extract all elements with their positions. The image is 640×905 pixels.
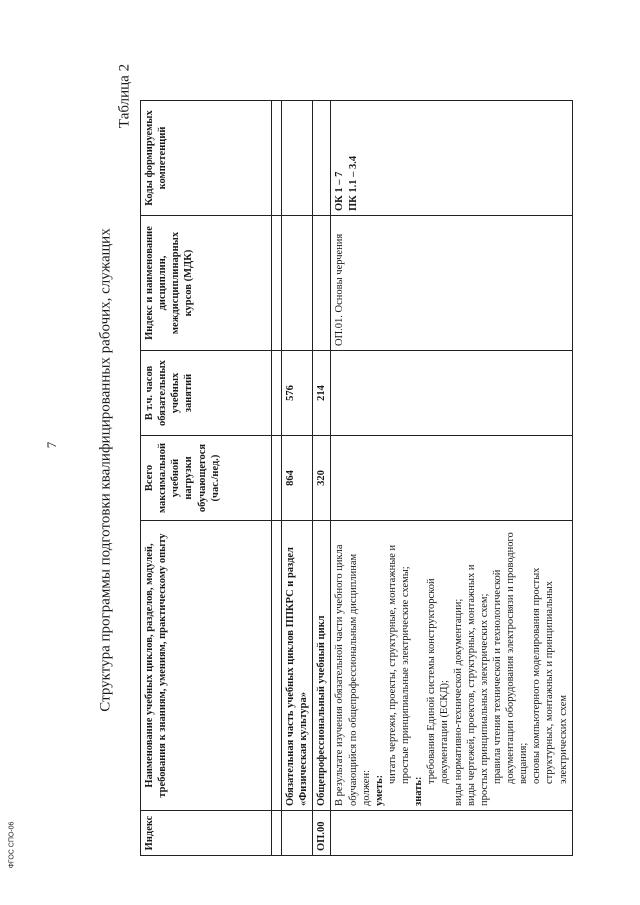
codes-ok: ОК 1 – 7 xyxy=(334,171,346,211)
page-number: 7 xyxy=(44,441,59,449)
cell-total: 864 xyxy=(282,436,313,521)
structure-table xyxy=(140,100,573,856)
structure-table-wrapper xyxy=(140,101,590,856)
cell-mdk: ОП.01. Основы черчения xyxy=(331,216,572,351)
umet-label: уметь: xyxy=(373,774,385,806)
header-total: Всего максимальной учебной нагрузки обучающегося (час./нед.) xyxy=(141,436,272,521)
cell-codes xyxy=(331,101,572,216)
znat-item: основы компьютерного моделирования простых структурных, монтажных и принципиальных электрических схем xyxy=(531,567,569,784)
cell-index: ОП.00 xyxy=(313,811,331,856)
cell-hours: 214 xyxy=(313,351,331,436)
cell-mdk xyxy=(282,216,313,351)
cell-codes xyxy=(282,101,313,216)
document-title: Структура программы подготовки квалифицированных рабочих, служащих xyxy=(97,228,114,712)
footer-label: ФГОС СПО-06 xyxy=(8,821,16,869)
header-name: Наименование учебных циклов, разделов, модулей, требования к знаниям, умениям, практическому опыту xyxy=(141,521,272,811)
cell-total: 320 xyxy=(313,436,331,521)
cell-codes xyxy=(313,101,331,216)
table-header-row xyxy=(141,101,272,856)
codes-pk: ПК 1.1 – 3.4 xyxy=(347,155,359,211)
znat-item: правила чтения технической и технологической документации оборудования электросвязи и проводного вещания; xyxy=(491,532,530,784)
znat-item: требования Единой системы конструкторской документации (ЕСКД); xyxy=(426,578,451,784)
cell-name: Обязательная часть учебных циклов ППКРС и раздел «Физическая культура» xyxy=(282,521,313,811)
table-row-op01 xyxy=(331,101,572,856)
cell-mdk xyxy=(313,216,331,351)
cell-total xyxy=(331,436,572,521)
cell-requirements xyxy=(331,521,572,811)
znat-item: виды чертежей, проектов, структурных, монтажных и простых принципиальных электрических схем; xyxy=(465,564,490,806)
table-spacer-row xyxy=(272,101,282,856)
znat-label: знать: xyxy=(413,776,425,806)
znat-item: виды нормативно-технической документации; xyxy=(452,598,464,806)
cell-index xyxy=(331,811,572,856)
umet-item: читать чертежи, проекты, структурные, монтажные и простые принципиальные электрические схемы; xyxy=(386,544,411,784)
table-row-op00 xyxy=(313,101,331,856)
cell-name: Общепрофессиональный учебный цикл xyxy=(313,521,331,811)
header-index: Индекс xyxy=(141,811,272,856)
table-row-mandatory xyxy=(282,101,313,856)
header-hours: В т.ч. часов обязательных учебных занятий xyxy=(141,351,272,436)
cell-hours xyxy=(331,351,572,436)
requirements-intro: В результате изучения обязательной части учебного цикла обучающийся по общепрофессиональным дисциплинам должен: xyxy=(334,544,372,806)
cell-hours: 576 xyxy=(282,351,313,436)
table-caption: Таблица 2 xyxy=(116,63,133,129)
header-mdk: Индекс и наименование дисциплин, междисциплинарных курсов (МДК) xyxy=(141,216,272,351)
cell-index xyxy=(282,811,313,856)
header-codes: Коды формируемых компетенций xyxy=(141,101,272,216)
